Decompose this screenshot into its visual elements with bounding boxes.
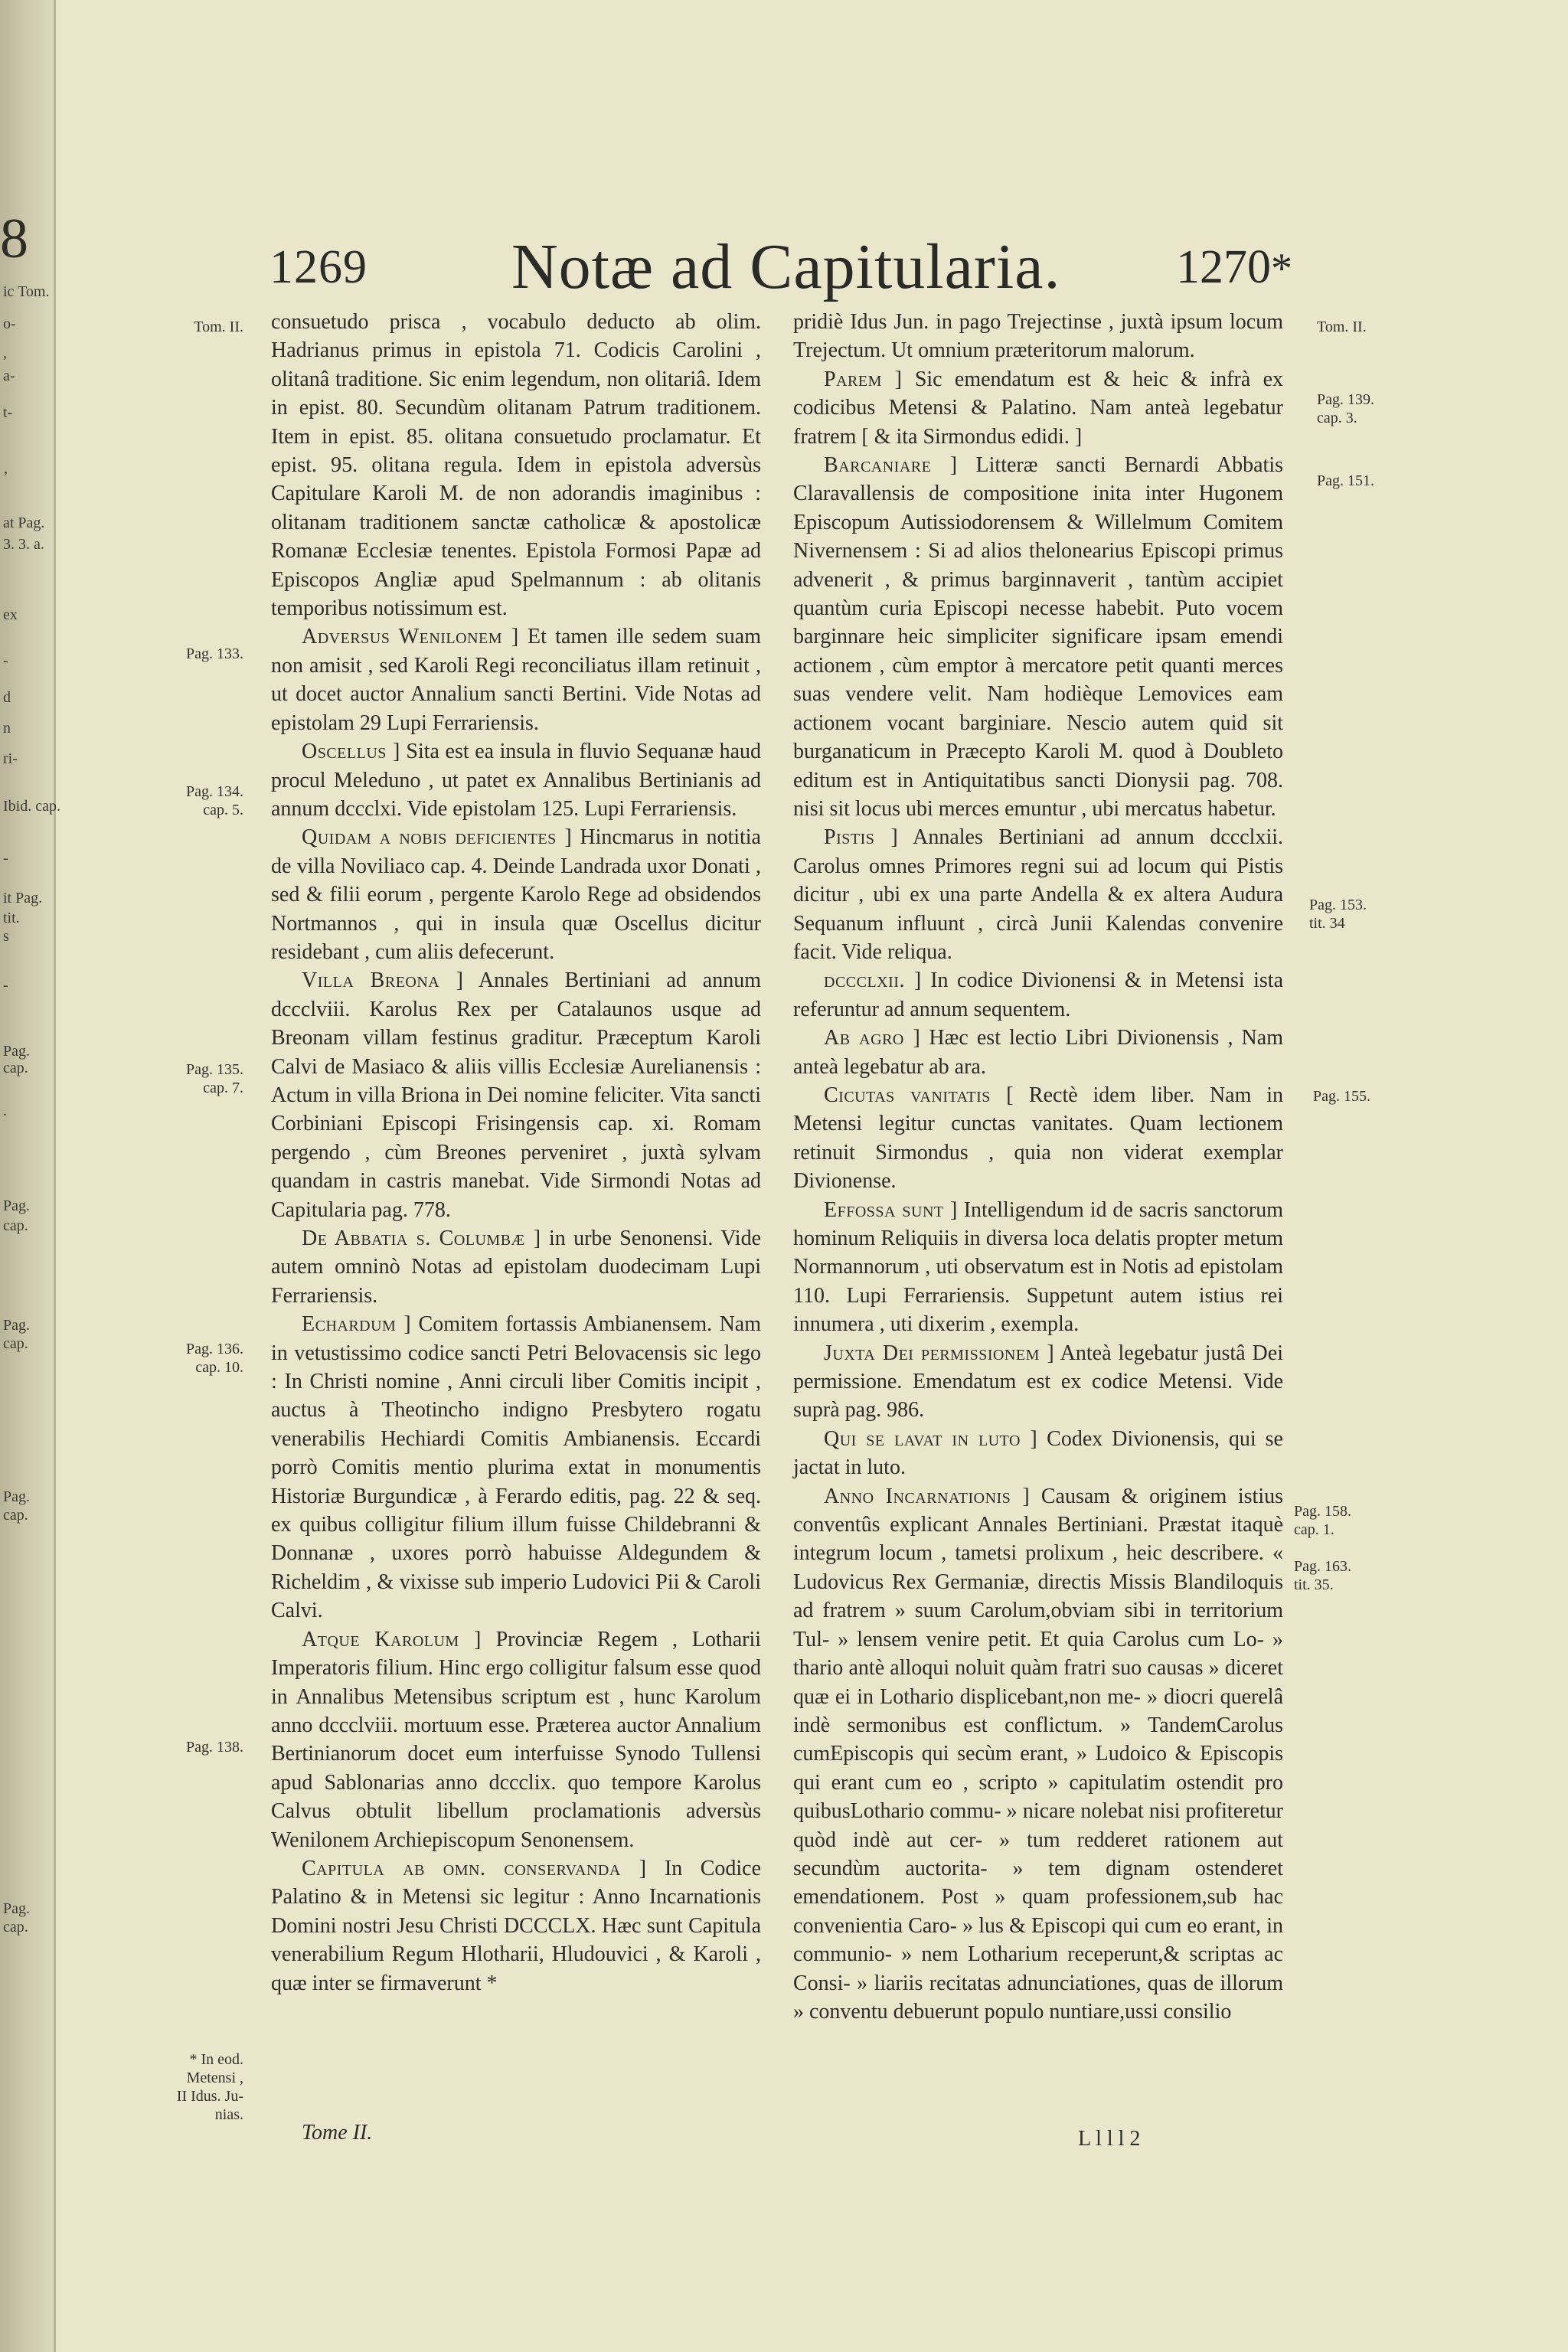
lemma: Anno Incarnationis ] (824, 1484, 1031, 1508)
lemma: Atque Karolum ] (302, 1627, 482, 1651)
margin-note-pag-151: Pag. 151. (1317, 472, 1374, 489)
lemma: dccclxii. ] (824, 969, 922, 993)
margin-note-pag-138: Pag. 138. (186, 1739, 243, 1756)
paragraph: dccclxii. ] In codice Divionensi & in Metensi ista referuntur ad annum sequentem. (793, 969, 1283, 1021)
gutter-fragment: o- (3, 315, 16, 332)
margin-note-pag-153: Pag. 153. tit. 34 (1309, 897, 1367, 932)
gutter-fragment: - (3, 977, 8, 994)
margin-note-pag-158: Pag. 158. cap. 1. (1294, 1503, 1351, 1538)
gutter-fragment: Ibid. cap. (3, 798, 60, 815)
gutter-fragment: t- (3, 404, 13, 421)
star-mark: * (1271, 245, 1292, 292)
signature-mark: L l l l 2 (1078, 2127, 1141, 2151)
paragraph: Adversus Wenilonem ] Et tamen ille sedem suam non amisit , sed Karoli Regi reconciliatus illam retinuit , ut docet auctor Annalium sancti Bertini. Vide Notas ad epistolam 29 Lupi Ferrariensis. (271, 625, 761, 735)
gutter-fragment: Pag. (3, 1043, 30, 1060)
lemma: Juxta Dei permissionem ] (824, 1341, 1055, 1365)
lemma: Oscellus ] (302, 740, 400, 764)
lemma: Barcaniare ] (824, 453, 958, 478)
paragraph: Parem ] Sic emendatum est & heic & infrà ex codicibus Metensi & Palatino. Nam anteà legebatur fratrem [ & ita Sirmondus edidi. ] (793, 367, 1283, 449)
paragraph: Barcaniare ] Litteræ sancti Bernardi Abbatis Claravallensis de compositione inita inter Hugonem Episcopum Autissiodorensem & Willelmum Comitem Nivernensem : Si ad alios thelonearius Episcopi primus advenerit , & primus barginnaverit , tantùm accipiet quantùm curia Episcopi necesse habebit. Puto vocem barginnare heic simpliciter significare ipsam emendi actionem , cùm emptor à mercatore petit quanti merces suas vendere velit. Nam hodièque Lemovices eam actionem vocant barginiare. Nescio autem quid sit burganaticum in Præcepto Karoli M. quod à Doubleto editum est in Antiquitatibus sancti Dionysii pag. 708. nisi sit locus ubi merces emuntur , ubi mercatus habetur. (793, 453, 1284, 821)
gutter-fragment: cap. (3, 1919, 28, 1936)
right-page-number: 1270* (1176, 241, 1292, 293)
lemma: Echardum ] (302, 1312, 412, 1337)
margin-note-pag-163: Pag. 163. tit. 35. (1294, 1558, 1351, 1593)
gutter-fragment: cap. (3, 1217, 28, 1234)
gutter-fragment: cap. (3, 1335, 28, 1352)
left-page-gutter (0, 0, 54, 2352)
gutter-fragment: Pag. (3, 1317, 30, 1334)
lemma: Ab agro ] (824, 1026, 921, 1050)
paragraph: Oscellus ] Sita est ea insula in fluvio Sequanæ haud procul Meleduno , ut patet ex Annalibus Bertinianis ad annum dccclxi. Vide epistolam 125. Lupi Ferrariensis. (271, 740, 762, 821)
gutter-fragment: it Pag. (3, 890, 43, 906)
paragraph: De Abbatia s. Columbæ ] in urbe Senonensi. Vide autem omninò Notas ad epistolam duodecimam Lupi Ferrariensis. (271, 1227, 761, 1308)
gutter-fragment: 3. 3. a. (3, 536, 44, 553)
page-title: Notæ ad Capitularia. (511, 231, 1061, 302)
gutter-fragment: cap. (3, 1507, 28, 1524)
gutter-fragment: tit. (3, 910, 20, 926)
gutter-fragment: n (3, 720, 11, 737)
gutter-fragment: a- (3, 368, 15, 384)
paragraph: Qui se lavat in luto ] Codex Divionensis, qui se jactat in luto. (793, 1426, 1283, 1480)
volume-footer: Tome II. (302, 2121, 373, 2145)
margin-note-pag-155: Pag. 155. (1313, 1088, 1370, 1105)
gutter-fragment: - (3, 652, 8, 669)
paragraph: Atque Karolum ] Provinciæ Regem , Lotharii Imperatoris filium. Hinc ergo colligitur falsum esse quod in Annalibus Metensibus scriptum est , hunc Karolum anno dccclviii. mortuum esse. Præterea auctor Annalium Bertinianorum docet eum interfuisse Synodo Tullensi apud Sablonarias anno dccclix. quo tempore Karolus Calvus obtulit libellum proclamationis adversùs Wenilonem Archiepiscopum Senonensem. (271, 1627, 762, 1852)
paragraph: Ab agro ] Hæc est lectio Libri Divionensis , Nam anteà legebatur ab ara. (793, 1026, 1283, 1079)
paragraph: Anno Incarnationis ] Causam & originem istius conventûs explicant Annales Bertiniani. Præstat itaquè integrum locum , tametsi prolixum , heic describere. « Ludovicus Rex Germaniæ, directis Missis Blandiloquis ad fratrem » suum Carolum,obviam sibi in territorium Tul- » lensem venire petit. Et quia Carolus cum Lo- » thario antè alloqui noluit quàm fratri suo causas » diceret quæ ei in Lothario displicebant,non me- » diocri querelâ indè sermonibus est conflictum. » TandemCarolus cumEpiscopis qui secùm erant, » Ludoico & Episcopis qui erant cum eo , scripto » capitulatim ostendit pro quibusLothario commu- » nicare nolebat nisi profiteretur quòd indè aut cer- » tum redderet rationem aut secundùm auctorita- » tem dignam ostenderet emendationem. Post » quam professionem,sub hac convenientia Caro- » lus & Episcopi qui cum eo erant, in communio- » nem Lotharium receperunt,& scriptas ac Consi- » liariis recitatas adnunciationes, quas de illorum » conventu debuerunt populo nuntiare,ussi consilio (793, 1484, 1283, 2024)
margin-note-pag-134: Pag. 134. cap. 5. (186, 783, 243, 818)
gutter-fragment: Pag. (3, 1488, 30, 1505)
paragraph: Pistis ] Annales Bertiniani ad annum dccclxii. Carolus omnes Primores regni sui ad locum qui Pistis dicitur , ubi ex una parte Andella & ex altera Audura Sequanum influunt , circà Junii Kalendas convenire facit. Vide reliqua. (793, 825, 1284, 964)
lemma: De Abbatia s. Columbæ ] (302, 1227, 541, 1250)
lemma: Villa Breona ] (302, 969, 464, 993)
gutter-fragment: ic Tom. (3, 283, 50, 300)
margin-note-pag-139: Pag. 139. cap. 3. (1317, 391, 1374, 426)
paragraph: Quidam a nobis deficientes ] Hincmarus in notitia de villa Noviliaco cap. 4. Deinde Landrada uxor Donati , sed & filii eorum , pergente Karolo Rege ad obsidendos Nortmannos , qui in insula quæ Oscellus dicitur residebant , cum aliis defecerunt. (271, 825, 761, 964)
gutter-fragment: - (3, 850, 8, 867)
paragraph: Juxta Dei permissionem ] Anteà legebatur justâ Dei permissione. Emendatum est ex codice Metensi. Vide suprà pag. 986. (793, 1341, 1283, 1423)
page-fold (54, 0, 56, 2352)
margin-note-pag-136: Pag. 136. cap. 10. (186, 1341, 243, 1376)
margin-note-footnote: * In eod. Metensi , II Idus. Ju- nias. (176, 2051, 243, 2123)
left-text-column (271, 308, 761, 1998)
lemma: Capitula ab omn. conservanda ] (302, 1856, 647, 1880)
lemma: Pistis ] (824, 825, 899, 850)
margin-note-tom-left: Tom. II. (194, 318, 243, 335)
lemma: Adversus Wenilonem ] (302, 625, 519, 649)
paragraph: Echardum ] Comitem fortassis Ambianensem. Nam in vetustissimo codice sancti Petri Belovacensis sic lego : In Christi nomine , Anni circuli liber Comitis incipit , auctus à Theotincho indigno Presbytero rogatu venerabilis Hechiardi Comitis Ambianensis. Eccardi porrò Comitis mentio plurima extat in monumentis Historiæ Burgundicæ , à Ferardo editis, pag. 22 & seq. ex quibus colligitur filium illum fuisse Childebranni & Donnanæ , uxores porrò habuisse Aldegundem & Richeldim , & vixisse sub imperio Ludovici Pii & Caroli Calvi. (271, 1312, 762, 1623)
gutter-fragment: ’ (3, 469, 8, 485)
margin-note-pag-133: Pag. 133. (186, 645, 243, 662)
page-header (0, 230, 1568, 314)
gutter-fragment: Pag. (3, 1197, 30, 1214)
paragraph: Effossa sunt ] Intelligendum id de sacris sanctorum hominum Reliquiis in diversa loca delatis propter metum Normannorum , uti observatum est in Notis ad epistolam 110. Lupi Ferrariensis. Suppetunt autem istius rei innumera , uti dixerim , exempla. (793, 1197, 1283, 1337)
gutter-fragment: ri- (3, 750, 18, 767)
paragraph: consuetudo prisca , vocabulo deducto ab olim. Hadrianus primus in epistola 71. Codicis Carolini , olitanâ traditione. Sic enim legendum, non olitariâ. Idem in epist. 80. Secundùm olitanam Patrum traditionem. Item in epist. 85. olitana consuetudo proclamatur. Et epist. 95. olitana regula. Idem in epistola adversùs Capitulare Karoli M. de non adorandis imaginibus : olitanam traditionem sanctæ catholicæ & apostolicæ Romanæ Ecclesiæ tenentes. Epistola Formosi Papæ ad Episcopos Angliæ apud Spelmannum : ab olitanis temporibus notissimum est. (271, 310, 761, 621)
margin-note-tom-right: Tom. II. (1317, 318, 1367, 335)
paragraph: Villa Breona ] Annales Bertiniani ad annum dccclviii. Karolus Rex per Catalaunos usque ad Breonam villam festinus graditur. Præceptum Karoli Calvi de Masiaco & aliis villis Ecclesiæ Aurelianensis : Actum in villa Briona in Dei nomine feliciter. Vita sancti Corbiniani Episcopi Frisingensis cap. xi. Romam pergendo , cùm Breones perveniret , juxtà sylvam quandam in castris manebat. Vide Sirmondi Notas ad Capitularia pag. 778. (271, 969, 761, 1222)
lemma: Effossa sunt ] (824, 1197, 958, 1222)
right-text-column (793, 308, 1283, 2026)
left-page-number: 1269 (270, 241, 368, 293)
gutter-fragment: s (3, 928, 9, 945)
lemma: Parem ] (824, 367, 903, 391)
lemma: Qui se lavat in luto ] (824, 1426, 1038, 1451)
gutter-fragment: cap. (3, 1060, 28, 1076)
lemma: Quidam a nobis deficientes ] (302, 825, 573, 850)
gutter-fragment: , (3, 345, 7, 361)
gutter-fragment: . (3, 1102, 7, 1119)
paragraph: Cicutas vanitatis [ Rectè idem liber. Nam in Metensi legitur cunctas vanitates. Quam lectionem retinuit Sirmondus , quia non viderat exemplar Divionense. (793, 1083, 1283, 1194)
gutter-fragment: d (3, 689, 11, 706)
gutter-fragment: ex (3, 606, 18, 623)
paragraph: Capitula ab omn. conservanda ] In Codice Palatino & in Metensi sic legitur : Anno Incarnationis Domini nostri Jesu Christi DCCCLX. Hæc sunt Capitula venerabilium Regum Hlotharii, Hludouvici , & Karoli , quæ inter se firmaverunt * (271, 1856, 761, 1995)
gutter-fragment: Pag. (3, 1900, 30, 1917)
lemma: Cicutas vanitatis [ (824, 1083, 1014, 1107)
gutter-fragment: at Pag. (3, 514, 45, 531)
margin-note-pag-135: Pag. 135. cap. 7. (186, 1061, 243, 1096)
gutter-fragment-large: 8 (0, 207, 28, 270)
paragraph: pridiè Idus Jun. in pago Trejectinse , juxtà ipsum locum Trejectum. Ut omnium præteritorum malorum. (793, 310, 1283, 363)
